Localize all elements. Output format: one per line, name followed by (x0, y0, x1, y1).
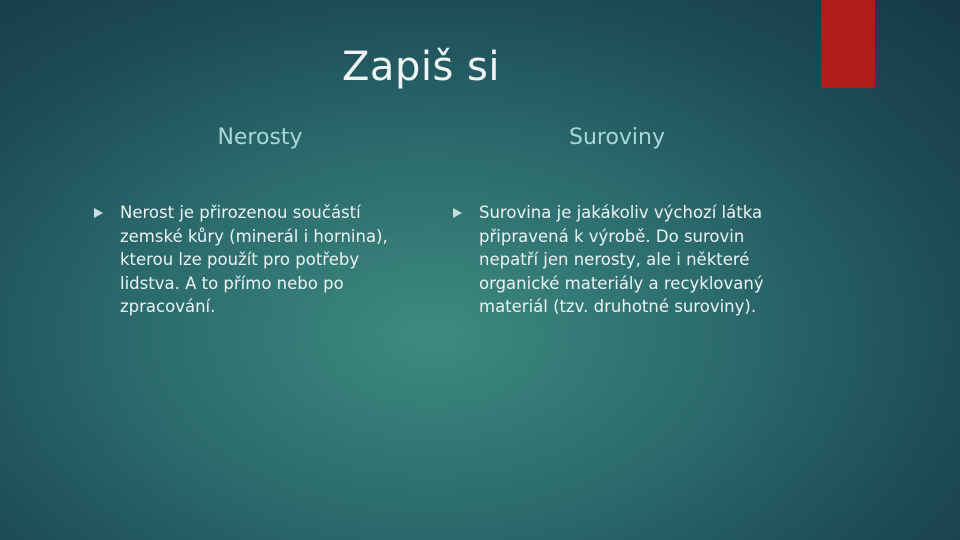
slide-title: Zapiš si (342, 44, 500, 90)
bullet-text-nerosty: Nerost je přirozenou součástí zemské kůry (minerál i hornina), kterou lze použít pro potřeby lidstva. A to přímo nebo po zpracování. (120, 203, 388, 316)
column-heading-nerosty: Nerosty (217, 125, 303, 150)
bullet-text-suroviny: Surovina je jakákoliv výchozí látka připravená k výrobě. Do surovin nepatří jen nerosty, ale i některé organické materiály a recyklovaný materiál (tzv. druhotné suroviny). (479, 203, 764, 316)
triangle-bullet-icon (453, 208, 462, 218)
bullet-item-nerosty (94, 201, 424, 319)
triangle-bullet-icon (94, 208, 103, 218)
bullet-item-suroviny (453, 201, 798, 319)
column-heading-suroviny: Suroviny (568, 125, 666, 150)
